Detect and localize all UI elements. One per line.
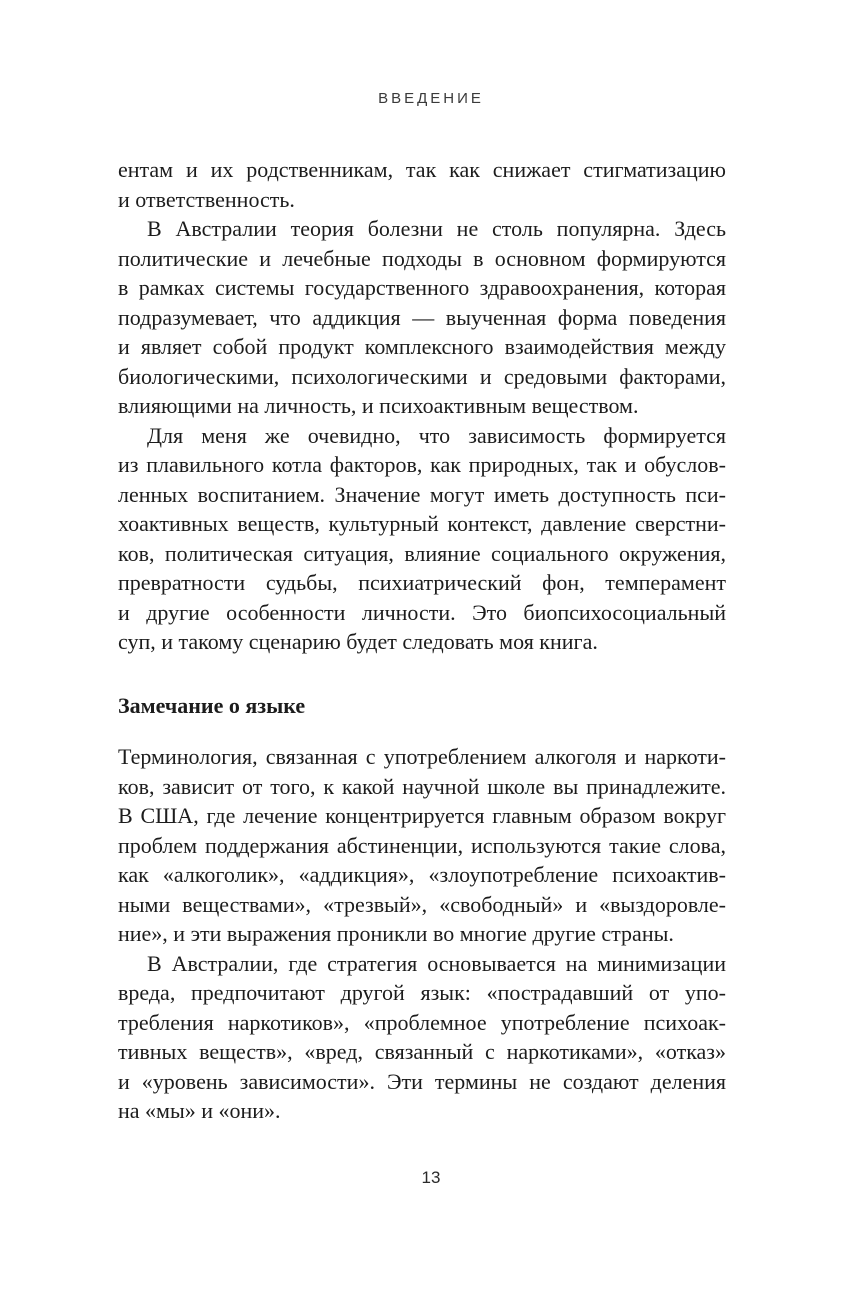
text-line: влияющими на личность, и психоактивным веществом.: [118, 393, 639, 418]
text-line: Терминология, связанная с употреблением алкоголя и наркоти-: [118, 744, 726, 769]
text-line: подразумевает, что аддикция — выученная форма поведения: [118, 304, 726, 330]
text-line: В Австралии теория болезни не столь популярна. Здесь: [147, 216, 726, 241]
text-line: ков, зависит от того, к какой научной школе вы принадлежите.: [118, 773, 726, 799]
text-line: тивных веществ», «вред, связанный с наркотиками», «отказ»: [118, 1039, 726, 1064]
text-line: проблем поддержания абстиненции, используются такие слова,: [118, 832, 726, 858]
text-line: из плавильного котла факторов, как природных, так и обуслов-: [118, 452, 726, 477]
page-number: 13: [421, 1168, 441, 1187]
text-line: ленных воспитанием. Значение могут иметь доступность пси-: [118, 481, 726, 507]
text-line: требления наркотиков», «проблемное употребление психоак-: [118, 1009, 726, 1035]
body-text-section-2: [118, 742, 726, 1126]
text-line: и «уровень зависимости». Эти термины не создают деления: [118, 1068, 726, 1094]
section-heading: Замечание о языке: [118, 693, 306, 718]
text-line: вреда, предпочитают другой язык: «пострадавший от упо-: [118, 980, 726, 1005]
text-line: и ответственность.: [118, 186, 295, 212]
text-line: на «мы» и «они».: [118, 1098, 281, 1123]
text-line: как «алкоголик», «аддикция», «злоупотребление психоактив-: [118, 862, 726, 887]
text-line: биологическими, психологическими и средовыми факторами,: [118, 363, 726, 389]
text-line: ние», и эти выражения проникли во многие другие страны.: [118, 921, 674, 946]
text-line: Для меня же очевидно, что зависимость формируется: [147, 422, 726, 448]
text-line: превратности судьбы, психиатрический фон, темперамент: [118, 570, 726, 595]
text-line: В Австралии, где стратегия основывается на минимизации: [147, 950, 726, 976]
text-line: и другие особенности личности. Это биопсихосоциальный: [118, 599, 726, 625]
text-line: ентам и их родственникам, так как снижает стигматизацию: [118, 157, 726, 182]
text-line: ными веществами», «трезвый», «свободный» и «выздоровле-: [118, 891, 726, 917]
text-line: политические и лечебные подходы в основном формируются: [118, 245, 726, 271]
body-text-section-1: [118, 155, 726, 657]
text-line: хоактивных веществ, культурный контекст, давление сверстни-: [118, 511, 726, 536]
text-line: и являет собой продукт комплексного взаимодействия между: [118, 334, 726, 359]
running-head: ВВЕДЕНИЕ: [378, 90, 484, 107]
text-line: в рамках системы государственного здравоохранения, которая: [118, 275, 726, 300]
text-line: В США, где лечение концентрируется главным образом вокруг: [118, 803, 726, 828]
text-line: ков, политическая ситуация, влияние социального окружения,: [118, 540, 726, 566]
text-line: суп, и такому сценарию будет следовать моя книга.: [118, 629, 598, 654]
